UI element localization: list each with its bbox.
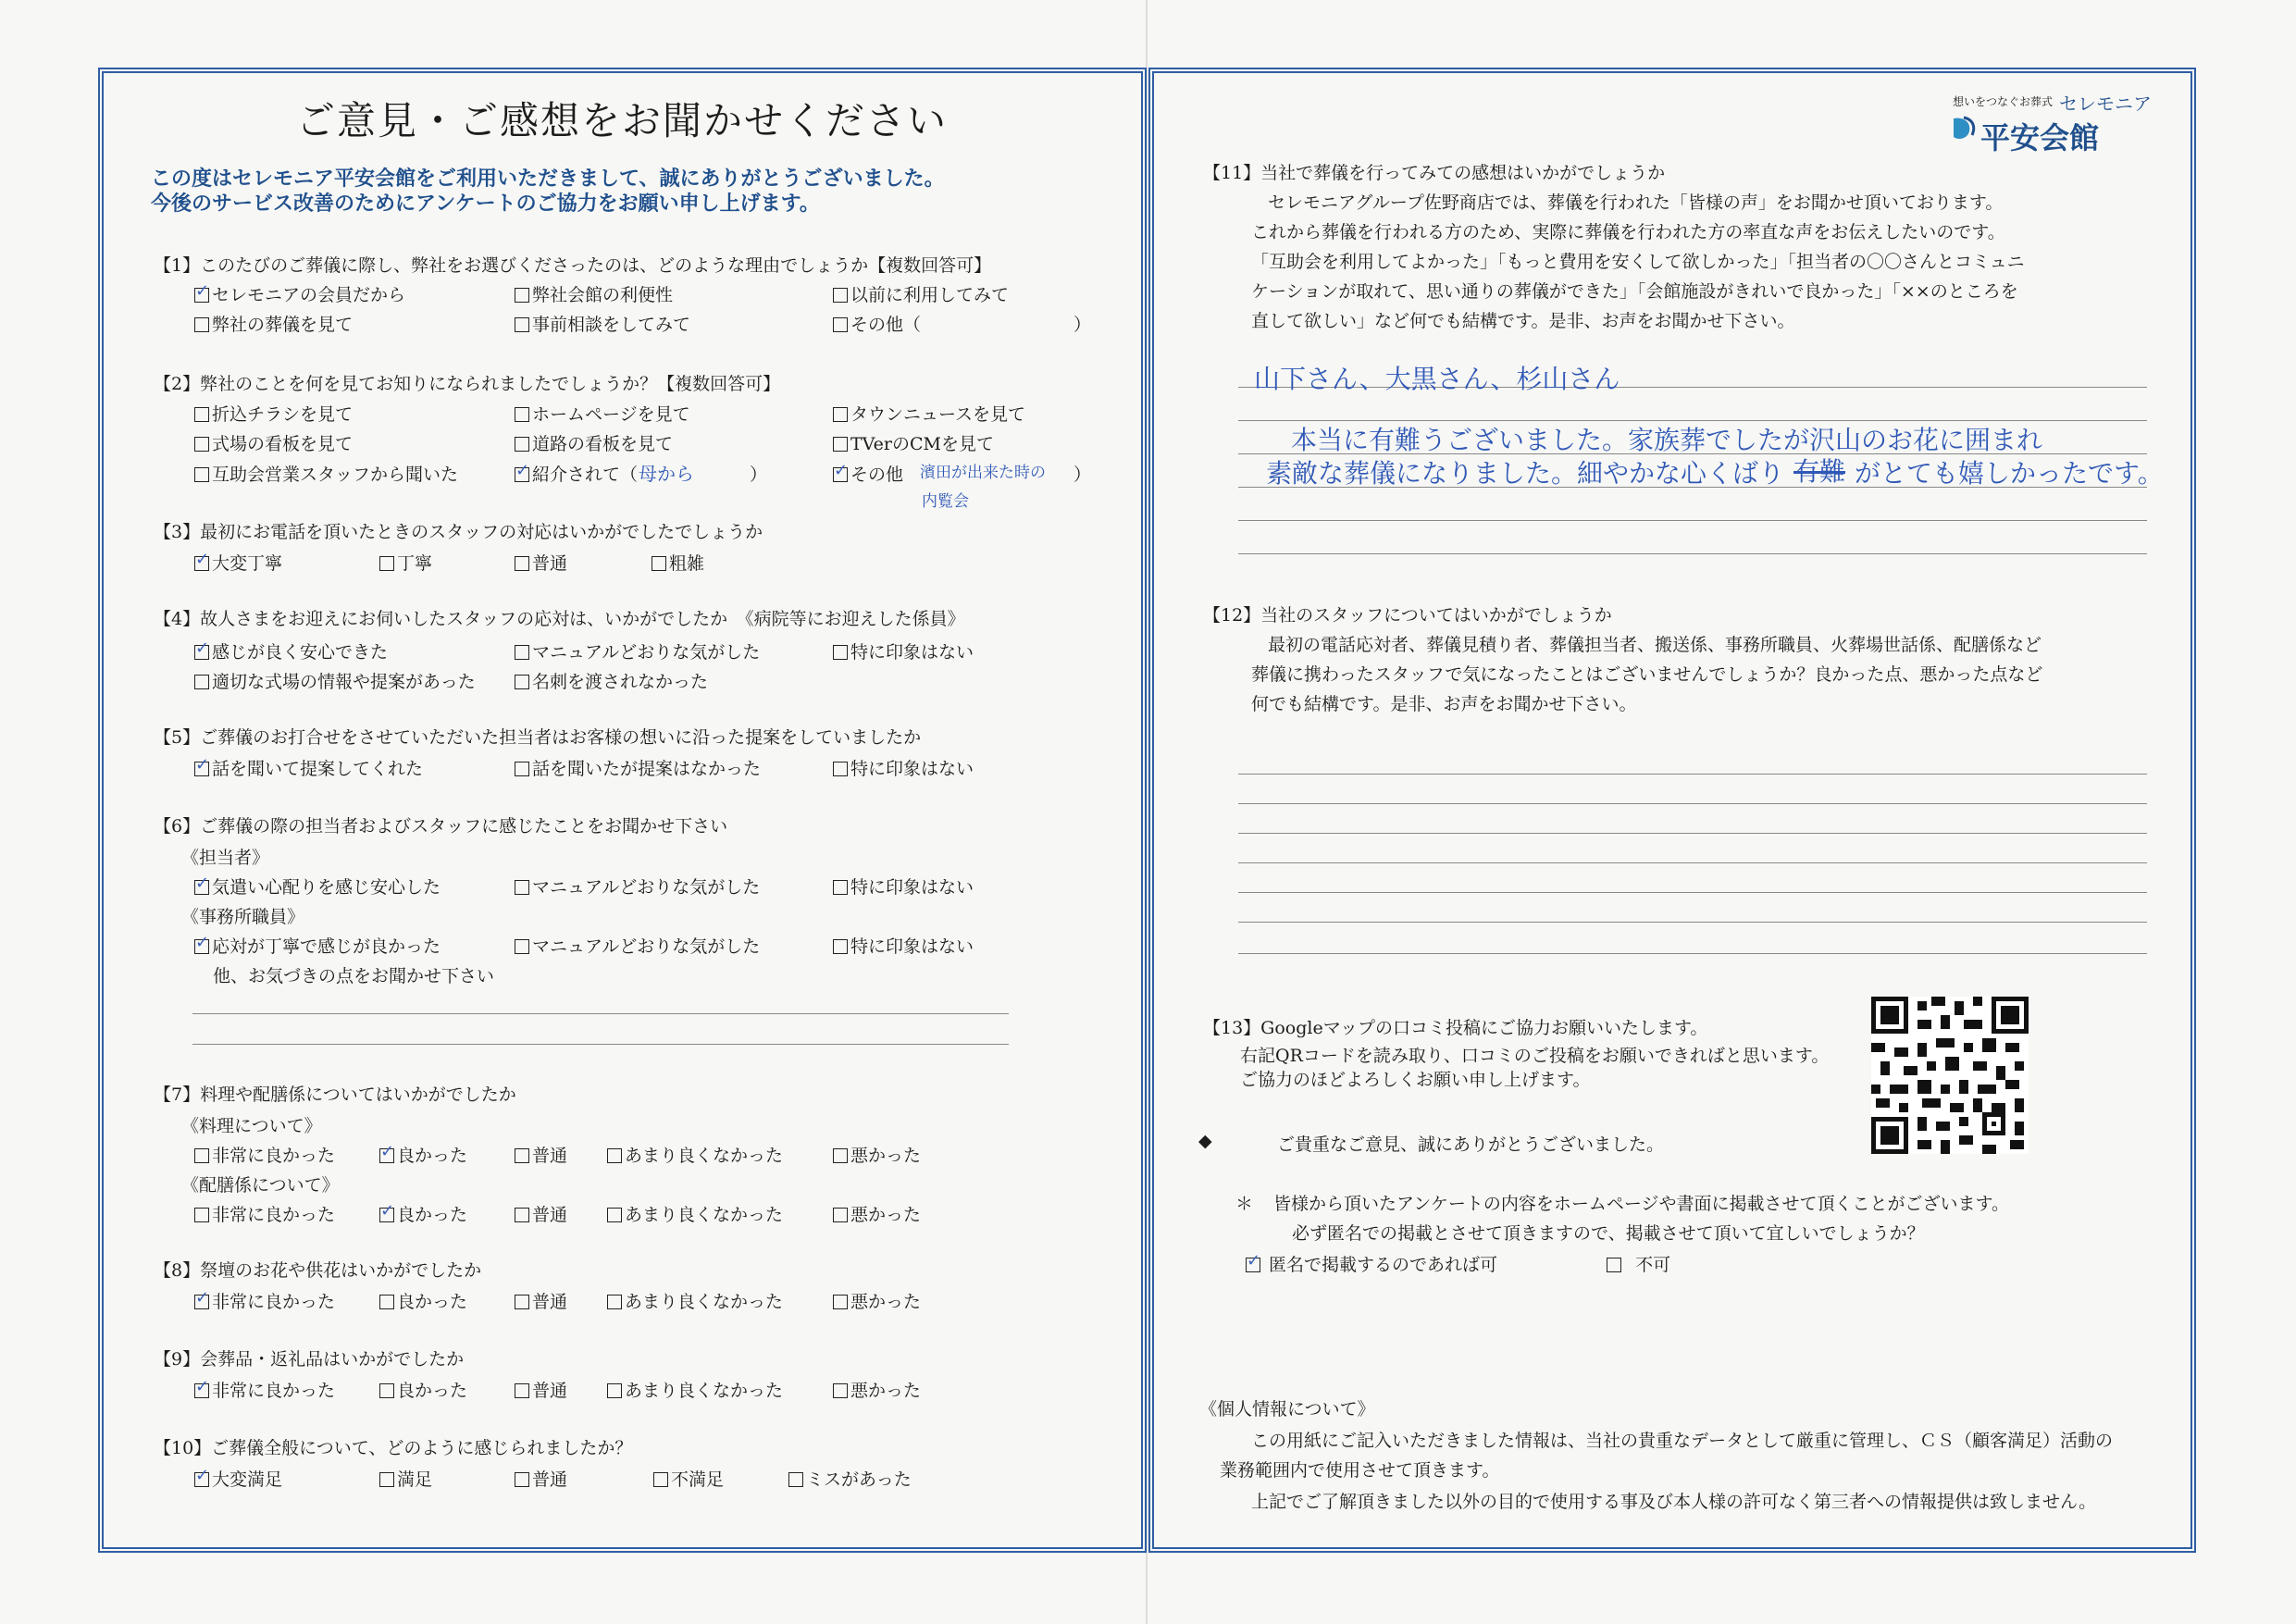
q8-opt-very-good[interactable]: ✓非常に良かった <box>194 1288 335 1313</box>
q12-line-2[interactable] <box>1238 803 2147 804</box>
checkbox[interactable] <box>194 1295 209 1309</box>
checkbox[interactable] <box>515 317 529 332</box>
checkbox[interactable] <box>515 1148 529 1163</box>
q7-title: 【7】料理や配膳係についてはいかがでしたか <box>154 1085 516 1105</box>
q2-other-handwriting-2: 内覧会 <box>922 492 969 511</box>
q2-referral-close: ） <box>750 465 768 485</box>
q6-staff-opt-manual[interactable]: マニュアルどおりな気がした <box>515 874 760 899</box>
q4-opt-venue-info[interactable]: 適切な式場の情報や提案があった <box>194 668 476 693</box>
q4-opt-good[interactable]: ✓感じが良く安心できた <box>194 638 388 663</box>
q13-title: 【13】Googleマップの口コミ投稿にご協力お願いいたします。 <box>1203 1018 1708 1038</box>
q4-opt-no-impression[interactable]: 特に印象はない <box>833 638 974 663</box>
q10-opt-very-satisfied[interactable]: ✓大変満足 <box>194 1466 282 1491</box>
q9-opt-normal[interactable]: 普通 <box>515 1377 567 1402</box>
checkbox[interactable] <box>194 675 209 689</box>
q11-line-5[interactable] <box>1238 520 2147 521</box>
thanks-text: ご貴重なご意見、誠にありがとうございました。 <box>1277 1134 1665 1155</box>
q3-opt-polite[interactable]: 丁寧 <box>379 550 432 575</box>
q4-opt-no-card[interactable]: 名刺を渡されなかった <box>515 668 708 693</box>
q5-title: 【5】ご葬儀のお打合せをさせていただいた担当者はお客様の想いに沿った提案をしていましたか <box>154 727 922 748</box>
checkbox[interactable] <box>515 407 529 422</box>
checkbox[interactable] <box>515 1472 529 1487</box>
q6-title: 【6】ご葬儀の際の担当者およびスタッフに感じたことをお聞かせ下さい <box>154 816 728 837</box>
checkbox[interactable] <box>194 556 209 571</box>
q7-serve-opt-good[interactable]: ✓ 良かった <box>379 1201 467 1226</box>
q10-opt-mistake[interactable]: ミスがあった <box>788 1466 912 1491</box>
q2-opt-referral[interactable]: ✓ 紹介されて（ <box>515 461 638 486</box>
q9-opt-very-good[interactable]: ✓非常に良かった <box>194 1377 335 1402</box>
checkbox[interactable] <box>833 317 848 332</box>
q2-referral-handwriting: 母から <box>639 463 694 485</box>
checkbox[interactable] <box>515 1383 529 1398</box>
q13-body-1: 右記QRコードを読み取り、口コミのご投稿をお願いできればと思います。 <box>1240 1046 1830 1066</box>
thanks-diamond-icon: ◆ <box>1198 1131 1212 1151</box>
q11-body-5: 直して欲しい」など何でも結構です。是非、お声をお聞かせ下さい。 <box>1251 311 1795 331</box>
publish-opt-yes[interactable]: ✓ 匿名で掲載するのであれば可 <box>1246 1251 1497 1276</box>
q6-other-label: 他、お気づきの点をお聞かせ下さい <box>213 966 495 986</box>
q11-line-6[interactable] <box>1238 553 2147 554</box>
publish-line-2: 必ず匿名での掲載とさせて頂きますので、掲載させて頂いて宜しいでしょうか？ <box>1292 1223 1925 1244</box>
q6-staff-opt-no-impression[interactable]: 特に印象はない <box>833 874 974 899</box>
q6-answer-line-1[interactable] <box>192 1013 1009 1014</box>
q12-line-7[interactable] <box>1238 953 2147 954</box>
checkbox[interactable] <box>194 939 209 954</box>
q6-sub-office: 《事務所職員》 <box>181 907 305 927</box>
brand-tagline: 想いをつなぐお葬式 <box>1953 95 2054 108</box>
q7-food-opt-not-good[interactable]: あまり良くなかった <box>607 1142 783 1167</box>
q6-sub-staff: 《担当者》 <box>181 848 270 868</box>
checkbox[interactable] <box>1607 1258 1621 1272</box>
checkbox[interactable] <box>194 645 209 660</box>
q3-opt-rough[interactable]: 粗雑 <box>652 550 704 575</box>
intro-line-1: この度はセレモニア平安会館をご利用いただきまして、誠にありがとうございました。 <box>151 167 945 191</box>
privacy-title: 《個人情報について》 <box>1199 1399 1375 1419</box>
q3-opt-normal[interactable]: 普通 <box>515 550 567 575</box>
q3-opt-very-polite[interactable]: ✓大変丁寧 <box>194 550 282 575</box>
q11-handwriting-strike: 有難 <box>1793 456 1846 487</box>
q1-opt-member[interactable]: ✓セレモニアの会員だから <box>194 281 405 306</box>
q12-line-5[interactable] <box>1238 892 2147 893</box>
checkbox[interactable] <box>833 288 848 303</box>
q10-opt-dissatisfied[interactable]: 不満足 <box>653 1466 724 1491</box>
checkbox[interactable] <box>194 880 209 895</box>
q6-office-opt-no-impression[interactable]: 特に印象はない <box>833 933 974 958</box>
checkbox[interactable] <box>607 1383 622 1398</box>
q2-opt-venue-sign[interactable]: 式場の看板を見て <box>194 430 353 455</box>
checkbox[interactable] <box>515 645 529 660</box>
q2-opt-town-news[interactable]: タウンニュースを見て <box>833 401 1025 426</box>
q5-opt-no-proposal[interactable]: 話を聞いたが提案はなかった <box>515 755 761 780</box>
checkbox[interactable] <box>194 1208 209 1222</box>
q7-food-opt-very-good[interactable]: 非常に良かった <box>194 1142 335 1167</box>
q9-opt-good[interactable]: 良かった <box>379 1377 467 1402</box>
q2-opt-homepage[interactable]: ホームページを見て <box>515 401 690 426</box>
q1-title: 【1】このたびのご葬儀に際し、弊社をお選びくださったのは、どのような理由でしょうか【複数回答可】 <box>154 255 992 276</box>
q11-handwriting-line-2: 素敵な葬儀になりました。細やかな心くばり <box>1266 458 1785 489</box>
q1-opt-used-before[interactable]: 以前に利用してみて <box>833 281 1009 306</box>
q12-line-3[interactable] <box>1238 833 2147 834</box>
checkbox[interactable] <box>515 437 529 452</box>
publish-line-1: 皆様から頂いたアンケートの内容をホームページや書面に掲載させて頂くことがございます。 <box>1273 1194 2009 1214</box>
checkbox[interactable] <box>515 467 529 482</box>
q2-opt-other[interactable]: ✓ その他 <box>833 461 903 486</box>
checkbox[interactable] <box>833 1148 848 1163</box>
checkbox[interactable] <box>653 1472 668 1487</box>
q11-handwriting-names: 山下さん、大黒さん、杉山さん <box>1254 364 1620 394</box>
checkbox[interactable] <box>1246 1258 1260 1272</box>
privacy-body-2: 業務範囲内で使用させて頂きます。 <box>1220 1460 1500 1481</box>
checkbox[interactable] <box>194 437 209 452</box>
page-title: ご意見・ご感想をお聞かせください <box>296 98 949 143</box>
q11-body-1: セレモニアグループ佐野商店では、葬儀を行われた「皆様の声」をお聞かせ頂いております。 <box>1268 192 2004 213</box>
checkbox[interactable] <box>833 1295 848 1309</box>
q12-body-3: 何でも結構です。是非、お声をお聞かせ下さい。 <box>1251 694 1637 714</box>
checkbox[interactable] <box>515 880 529 895</box>
checkbox[interactable] <box>379 1295 394 1309</box>
checkbox[interactable] <box>833 1208 848 1222</box>
q8-opt-normal[interactable]: 普通 <box>515 1288 567 1313</box>
checkbox[interactable] <box>194 762 209 776</box>
q10-title: 【10】ご葬儀全般について、どのように感じられましたか？ <box>154 1438 633 1458</box>
checkbox[interactable] <box>788 1472 803 1487</box>
checkbox[interactable] <box>833 437 848 452</box>
q2-opt-staff[interactable]: 互助会営業スタッフから聞いた <box>194 461 458 486</box>
brand-label: セレモニア <box>2059 93 2152 115</box>
q7-serve-opt-normal[interactable]: 普通 <box>515 1201 567 1226</box>
q5-opt-proposal[interactable]: ✓話を聞いて提案してくれた <box>194 755 423 780</box>
checkbox[interactable] <box>379 1472 394 1487</box>
checkbox[interactable] <box>833 880 848 895</box>
q9-title: 【9】会葬品・返礼品はいかがでしたか <box>154 1349 465 1370</box>
checkbox[interactable] <box>833 939 848 954</box>
q6-office-opt-manual[interactable]: マニュアルどおりな気がした <box>515 933 760 958</box>
q5-opt-no-impression[interactable]: 特に印象はない <box>833 755 974 780</box>
q11-title: 【11】当社で葬儀を行ってみての感想はいかがでしょうか <box>1203 163 1666 183</box>
checkbox[interactable] <box>833 407 848 422</box>
q8-opt-not-good[interactable]: あまり良くなかった <box>607 1288 783 1313</box>
privacy-body-1: この用紙にご記入いただきました情報は、当社の貴重なデータとして厳重に管理し、ＣＳ（顧客満足）活動の <box>1251 1431 2114 1451</box>
checkbox[interactable] <box>379 1148 394 1163</box>
checkbox[interactable] <box>194 1472 209 1487</box>
q12-title: 【12】当社のスタッフについてはいかがでしょうか <box>1203 605 1612 626</box>
publish-opt-no[interactable]: 不可 <box>1607 1251 1670 1276</box>
checkbox[interactable] <box>515 675 529 689</box>
checkbox[interactable] <box>194 1383 209 1398</box>
q13-body-2: ご協力のほどよろしくお願い申し上げます。 <box>1240 1070 1591 1090</box>
publish-asterisk-icon: ＊ <box>1235 1194 1254 1214</box>
q1-opt-saw-funeral[interactable]: 弊社の葬儀を見て <box>194 311 353 336</box>
checkbox[interactable] <box>194 288 209 303</box>
privacy-body-3: 上記でご了解頂きました以外の目的で使用する事及び本人様の許可なく第三者への情報提供は致しません。 <box>1251 1492 2097 1512</box>
checkbox[interactable] <box>515 288 529 303</box>
checkbox[interactable] <box>515 1208 529 1222</box>
checkbox[interactable] <box>515 1295 529 1309</box>
q10-opt-normal[interactable]: 普通 <box>515 1466 567 1491</box>
q7-sub-serving: 《配膳係について》 <box>181 1175 340 1196</box>
q9-opt-not-good[interactable]: あまり良くなかった <box>607 1377 783 1402</box>
checkbox[interactable] <box>515 762 529 776</box>
checkbox[interactable] <box>607 1208 622 1222</box>
q12-line-1[interactable] <box>1238 774 2147 775</box>
brand-logo-icon <box>1951 115 1977 143</box>
q6-office-opt-polite[interactable]: ✓応対が丁寧で感じが良かった <box>194 933 441 958</box>
q1-opt-consultation[interactable]: 事前相談をしてみて <box>515 311 690 336</box>
checkbox[interactable] <box>515 556 529 571</box>
checkbox[interactable] <box>833 467 848 482</box>
q2-opt-tver[interactable]: TVerのCMを見て <box>833 430 994 455</box>
checkbox[interactable] <box>833 645 848 660</box>
q4-title: 【4】故人さまをお迎えにお伺いしたスタッフの応対は、いかがでしたか 《病院等にお迎えした係員》 <box>154 609 965 629</box>
q1-opt-other[interactable]: その他（ <box>833 311 921 336</box>
checkbox[interactable] <box>833 1383 848 1398</box>
checkbox[interactable] <box>194 467 209 482</box>
checkbox[interactable] <box>194 317 209 332</box>
intro-line-2: 今後のサービス改善のためにアンケートのご協力をお願い申し上げます。 <box>151 192 820 216</box>
q11-body-2: これから葬儀を行われる方のため、実際に葬儀を行われた方の率直な声をお伝えしたいのです。 <box>1251 222 2005 242</box>
q8-title: 【8】祭壇のお花や供花はいかがでしたか <box>154 1260 482 1281</box>
q2-title: 【2】弊社のことを何を見てお知りになられましたでしょうか？【複数回答可】 <box>154 374 781 394</box>
q6-answer-line-2[interactable] <box>192 1044 1009 1045</box>
brand-name: 平安会館 <box>1980 120 2100 155</box>
q8-opt-good[interactable]: 良かった <box>379 1288 467 1313</box>
q12-body-1: 最初の電話応対者、葬儀見積り者、葬儀担当者、搬送係、事務所職員、火葬場世話係、配膳係など <box>1268 635 2042 655</box>
q11-body-4: ケーションが取れて、思い通りの葬儀ができた」「会館施設がきれいで良かった」「××のところを <box>1251 281 2018 302</box>
q4-opt-manual[interactable]: マニュアルどおりな気がした <box>515 638 760 663</box>
q7-serve-opt-very-good[interactable]: 非常に良かった <box>194 1201 335 1226</box>
q10-opt-satisfied[interactable]: 満足 <box>379 1466 432 1491</box>
checkbox[interactable] <box>833 762 848 776</box>
q7-serve-opt-bad[interactable]: 悪かった <box>833 1201 921 1226</box>
q6-staff-opt-care[interactable]: ✓気遣い心配りを感じ安心した <box>194 874 441 899</box>
checkbox[interactable] <box>379 1383 394 1398</box>
q11-body-3: 「互助会を利用してよかった」「もっと費用を安くして欲しかった」「担当者の〇〇さんとコミュニ <box>1251 252 2025 272</box>
q12-line-4[interactable] <box>1238 862 2147 863</box>
q9-opt-bad[interactable]: 悪かった <box>833 1377 921 1402</box>
q7-sub-food: 《料理について》 <box>181 1116 322 1136</box>
q8-opt-bad[interactable]: 悪かった <box>833 1288 921 1313</box>
checkbox[interactable] <box>194 1148 209 1163</box>
q12-body-2: 葬儀に携わったスタッフで気になったことはございませんでしょうか？良かった点、悪かった点など <box>1251 664 2043 685</box>
q7-food-opt-normal[interactable]: 普通 <box>515 1142 567 1167</box>
checkbox[interactable] <box>194 407 209 422</box>
checkbox[interactable] <box>379 1208 394 1222</box>
q2-opt-flyer[interactable]: 折込チラシを見て <box>194 401 353 426</box>
q3-title: 【3】最初にお電話を頂いたときのスタッフの対応はいかがでしたでしょうか <box>154 522 763 542</box>
q7-serve-opt-not-good[interactable]: あまり良くなかった <box>607 1201 783 1226</box>
checkbox[interactable] <box>379 556 394 571</box>
q2-other-close: ） <box>1074 465 1092 485</box>
checkbox[interactable] <box>607 1295 622 1309</box>
q2-other-handwriting-1: 濱田が出来た時の <box>920 464 1046 482</box>
q1-other-close: ） <box>1074 315 1092 335</box>
checkbox[interactable] <box>652 556 666 571</box>
qr-code-icon[interactable] <box>1871 997 2029 1154</box>
q7-food-opt-bad[interactable]: 悪かった <box>833 1142 921 1167</box>
q11-handwriting-line-1: 本当に有難うございました。家族葬でしたが沢山のお花に囲まれ <box>1291 425 2043 455</box>
q7-food-opt-good[interactable]: ✓ 良かった <box>379 1142 467 1167</box>
checkbox[interactable] <box>515 939 529 954</box>
q2-opt-road-sign[interactable]: 道路の看板を見て <box>515 430 673 455</box>
q1-opt-convenience[interactable]: 弊社会館の利便性 <box>515 281 673 306</box>
checkbox[interactable] <box>607 1148 622 1163</box>
q11-handwriting-line-3: がとても嬉しかったです。 <box>1855 458 2164 489</box>
q12-line-6[interactable] <box>1238 922 2147 923</box>
